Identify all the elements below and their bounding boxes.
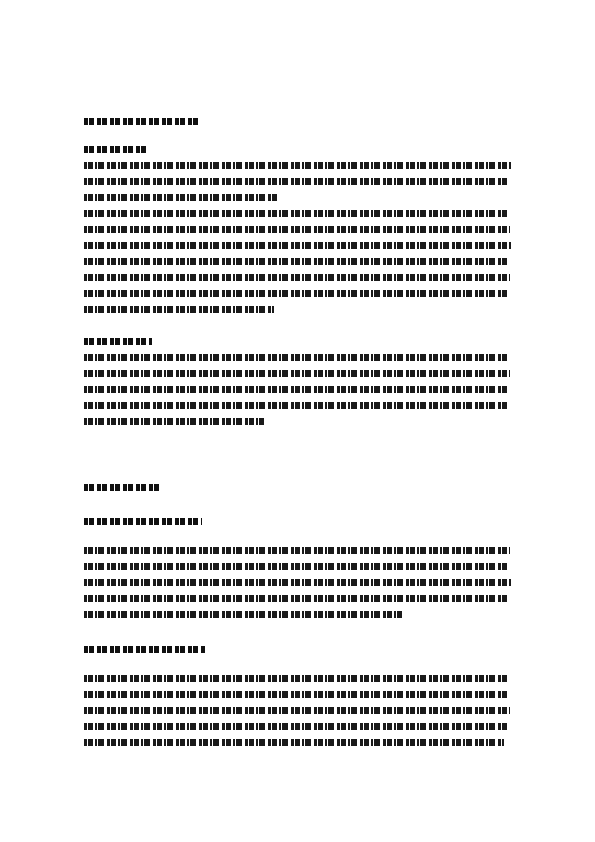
paragraph-2-2-a <box>84 675 511 755</box>
paragraph-1-1-b <box>84 210 511 322</box>
section-2-heading <box>84 484 511 500</box>
paragraph-2-1-a <box>84 547 511 627</box>
section-1-heading <box>84 118 511 134</box>
subsection-2-2-title <box>84 646 511 662</box>
subsection-2-1-title <box>84 518 511 534</box>
subsection-1-2-title <box>84 338 511 354</box>
subsection-1-1-title <box>84 146 511 162</box>
paragraph-1-2-a <box>84 354 511 434</box>
paragraph-1-1-a <box>84 162 511 210</box>
